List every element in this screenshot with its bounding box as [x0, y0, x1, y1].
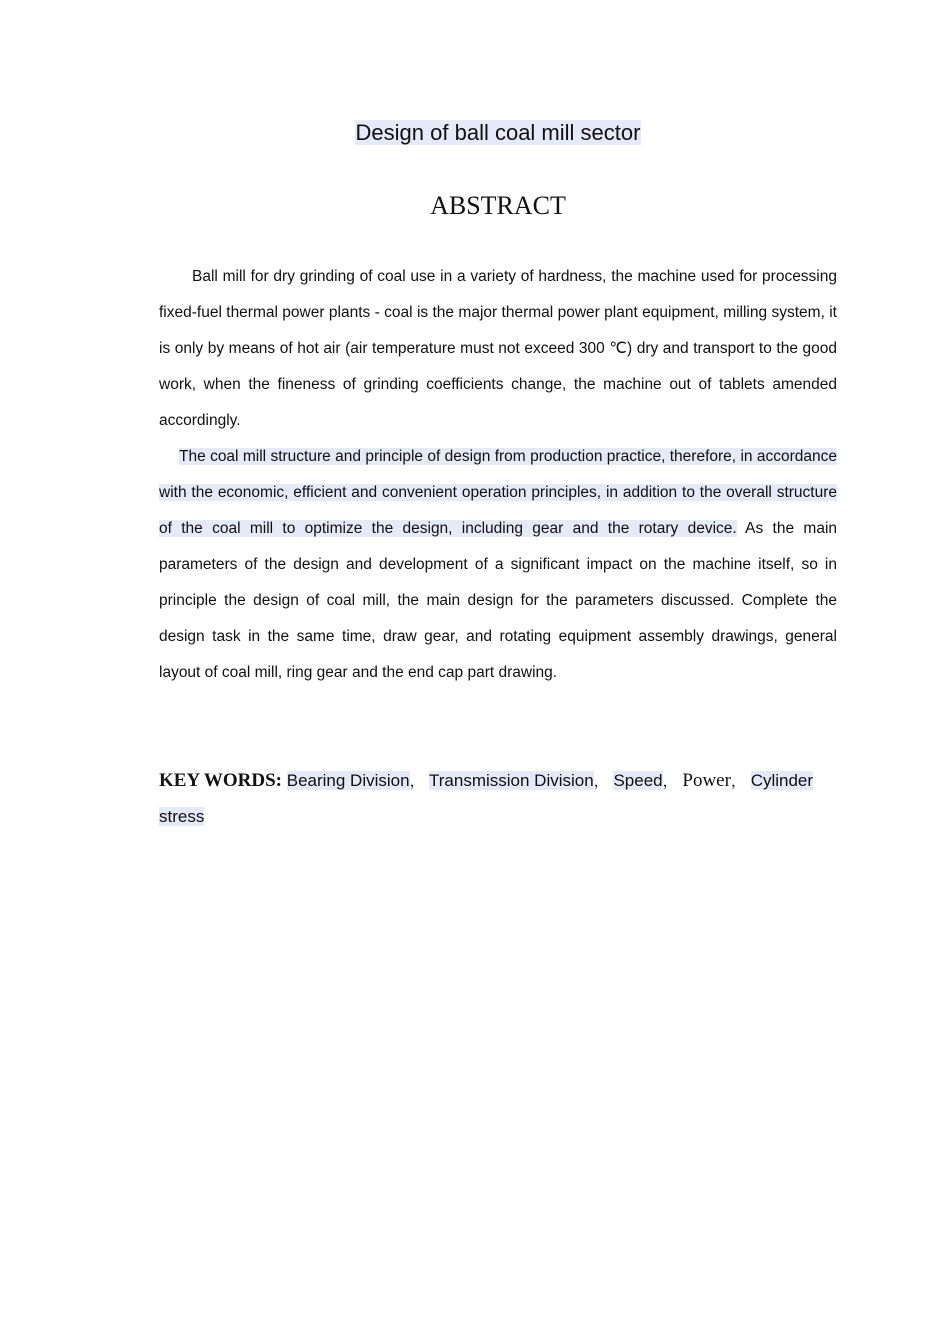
keyword-item: Bearing Division	[286, 771, 410, 790]
keyword-item: Speed	[613, 771, 663, 790]
abstract-heading-block	[0, 190, 950, 222]
keywords-line	[159, 763, 837, 834]
keywords-label: KEY WORDS:	[159, 770, 282, 791]
abstract-paragraph-1: Ball mill for dry grinding of coal use in a variety of hardness, the machine used for processing fixed-fuel thermal power plants - coal is the major thermal power plant equipment, milling system, it is only by means of hot air (air temperature must not exceed 300 ℃) dry and transport to the good work, when the fineness of grinding coefficients change, the machine out of tablets amended accordingly.	[159, 268, 837, 429]
keyword-separator: ，	[730, 772, 746, 790]
abstract-paragraph-2	[159, 439, 837, 691]
keyword-separator: ，	[593, 772, 609, 790]
keyword-separator: ，	[409, 772, 425, 790]
document-title: Design of ball coal mill sector	[355, 120, 641, 145]
title-block	[0, 118, 950, 148]
keyword-item: Power	[682, 770, 731, 791]
paragraph-2-continuation: As the main parameters of the design and development of a significant impact on the machine itself, so in principle the design of coal mill, the main design for the parameters discussed. Complete the design task in the same time, draw gear, and rotating equipment assembly drawings, general layout of coal mill, ring gear and the end cap part drawing.	[159, 520, 838, 681]
abstract-body	[159, 259, 837, 691]
highlighted-text: The coal mill structure and principle of design from production practice, therefore, in accordance with the economic, efficient and convenient operation principles, in addition to the overall structure of the coal mill to optimize the design, including gear and the rotary device.	[159, 448, 837, 537]
keyword-item: Cylinder stress	[159, 771, 814, 826]
abstract-heading: ABSTRACT	[430, 191, 566, 220]
keyword-item: Transmission Division	[429, 771, 594, 790]
keyword-separator: ，	[662, 772, 678, 790]
